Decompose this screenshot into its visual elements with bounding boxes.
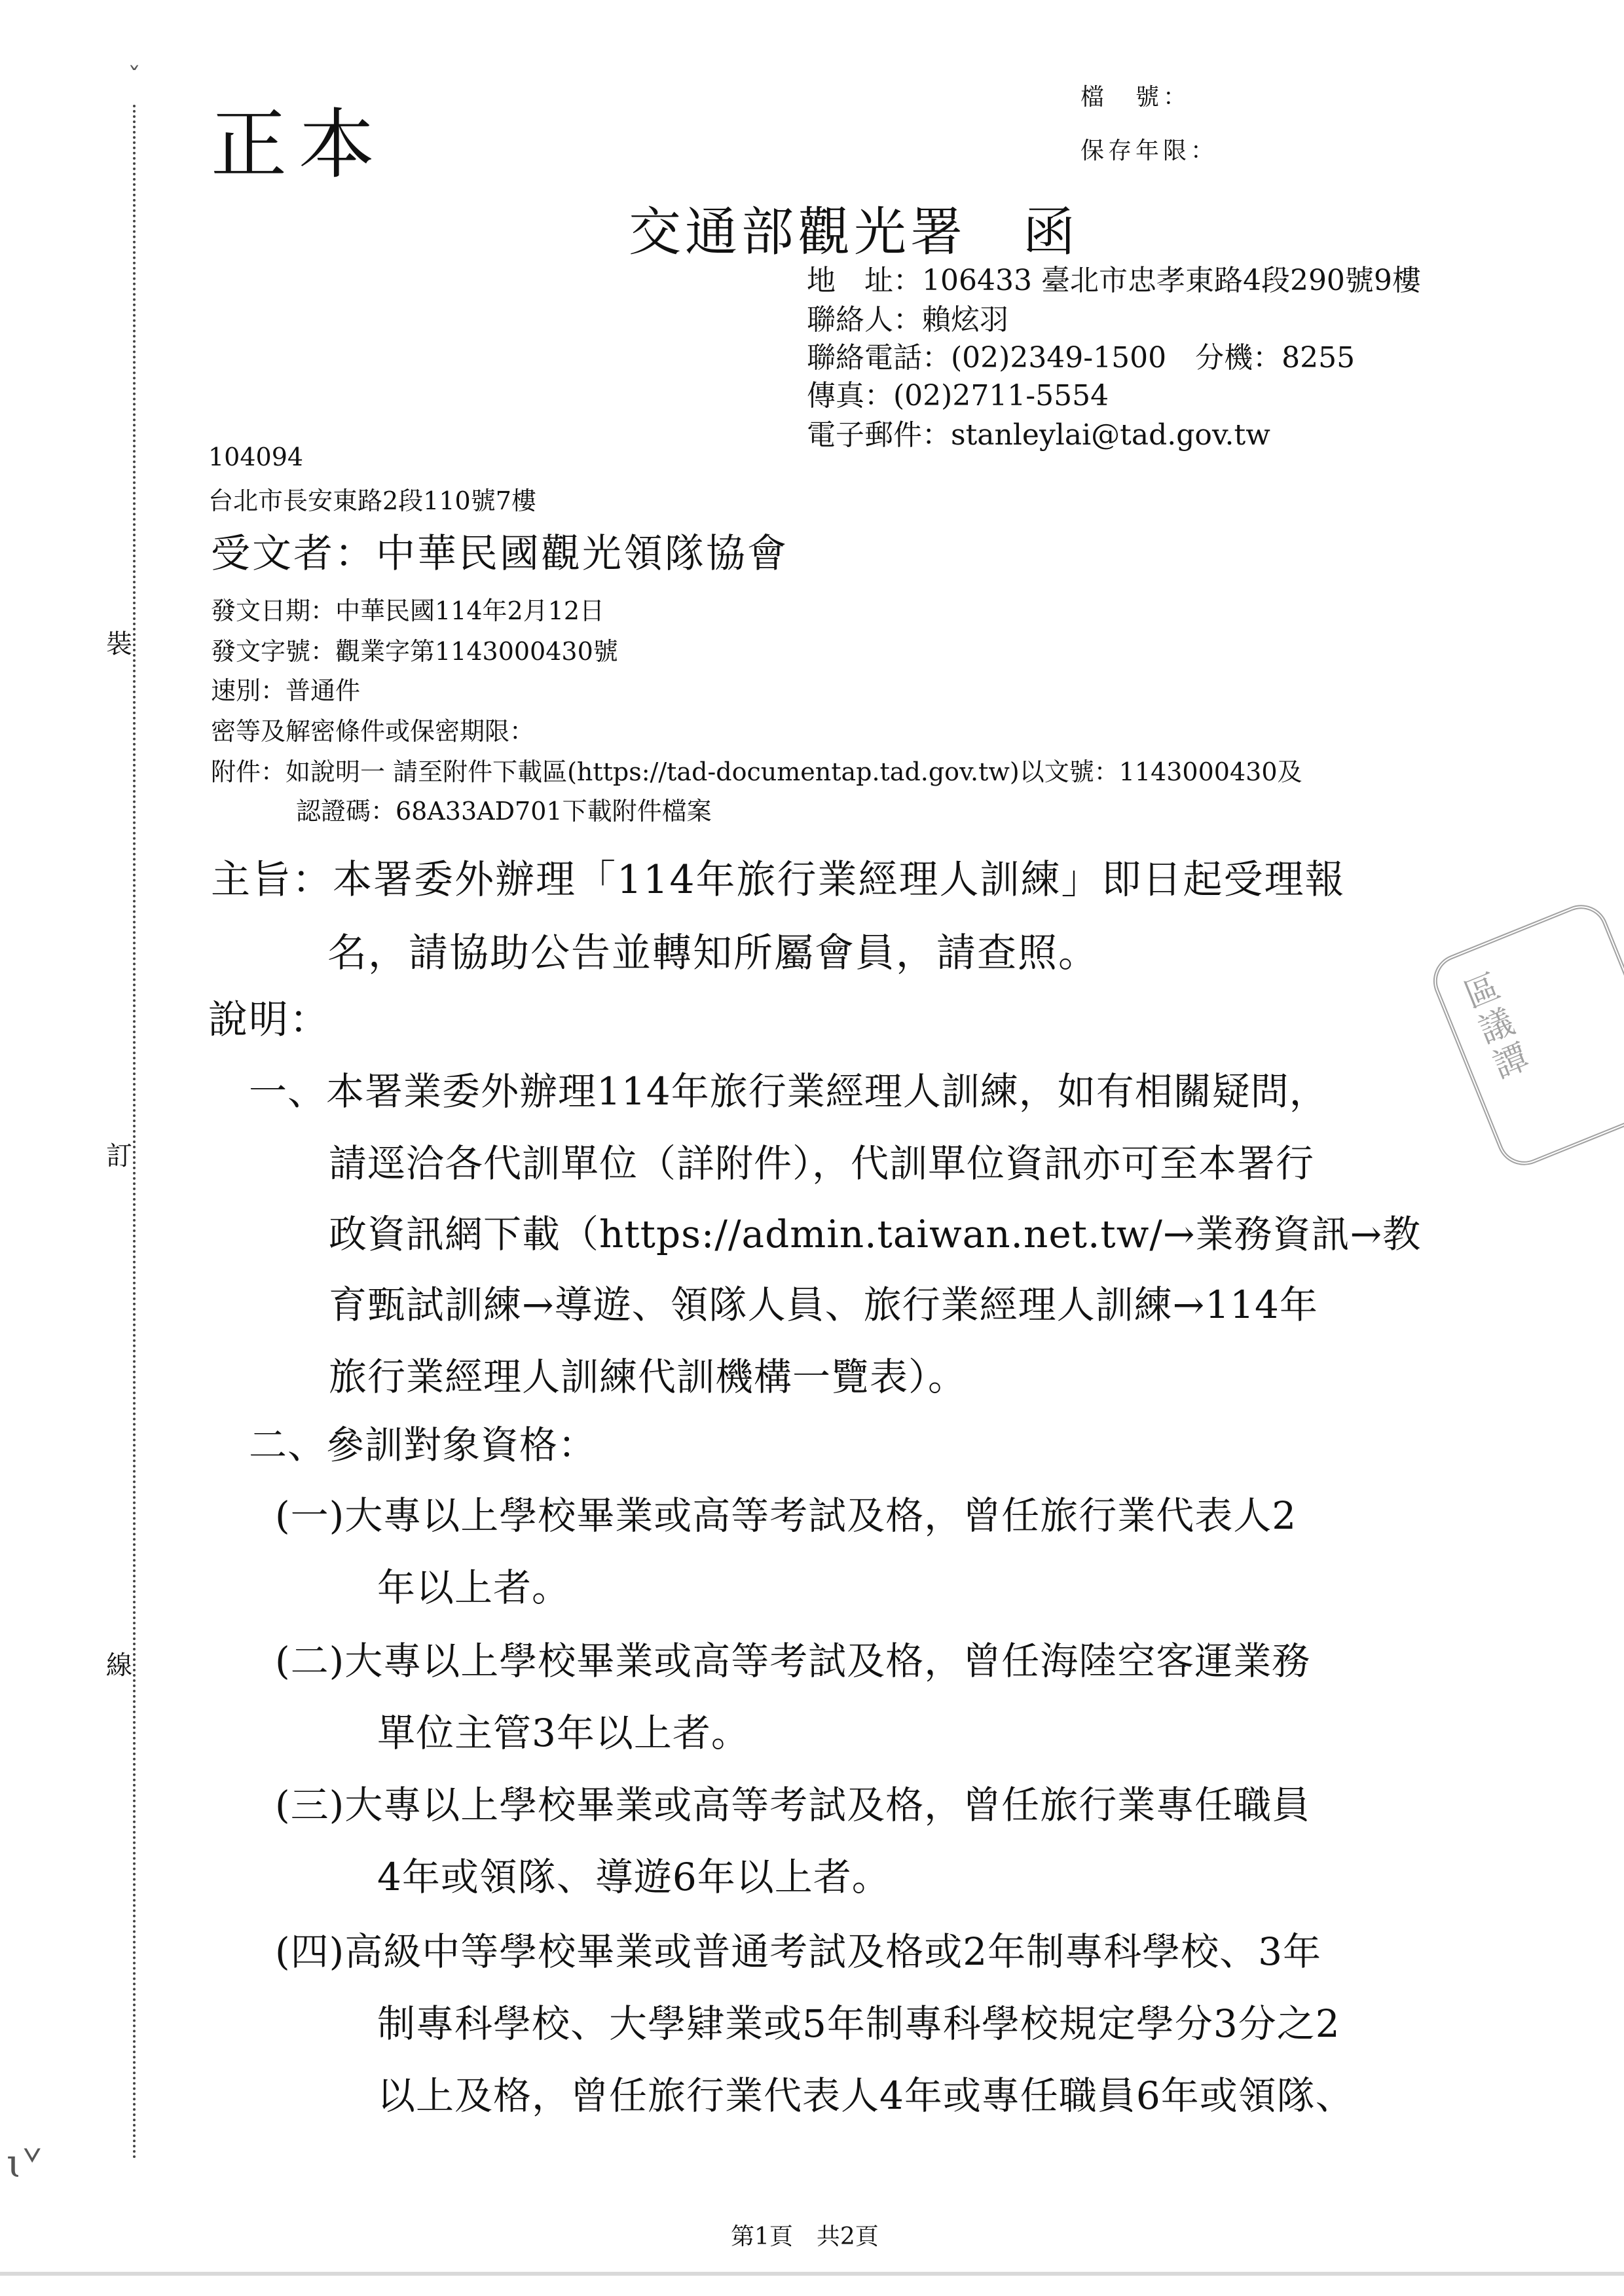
issue-date: 發文日期：中華民國114年2月12日 xyxy=(211,596,605,625)
original-copy-mark: 正本 xyxy=(211,101,386,189)
recipient: 受文者：中華民國觀光領隊協會 xyxy=(211,531,788,577)
file-number-label: 檔 號： xyxy=(1080,84,1191,111)
item1-line: 政資訊網下載（https://admin.taiwan.net.tw/→業務資訊→教 xyxy=(329,1212,1422,1256)
attachment-line-1: 附件：如說明一 請至附件下載區(https://tad-documentap.tad.gov.tw)以文號：1143000430及 xyxy=(211,757,1302,786)
explanation-heading: 說明： xyxy=(208,997,330,1043)
document-number: 發文字號：觀業字第1143000430號 xyxy=(211,637,618,666)
contact-person: 聯絡人：賴炫羽 xyxy=(807,303,1008,337)
subject-line-1: 主旨：本署委外辦理「114年旅行業經理人訓練」即日起受理報 xyxy=(211,857,1346,903)
qualification-4-cont: 制專科學校、大學肄業或5年制專科學校規定學分3分之2 xyxy=(377,2001,1340,2046)
scan-speck-mark: ˇ xyxy=(128,63,141,93)
subject-line-2: 名，請協助公告並轉知所屬會員，請查照。 xyxy=(327,930,1099,976)
binding-line xyxy=(133,105,136,2160)
binding-char-zhuang: 裝 xyxy=(106,621,132,663)
retention-period-label: 保存年限： xyxy=(1080,137,1219,164)
qualification-3-cont: 4年或領隊、導遊6年以上者。 xyxy=(377,1855,891,1899)
contact-email: 電子郵件：stanleylai@tad.gov.tw xyxy=(807,418,1270,452)
qualification-4-cont: 以上及格，曾任旅行業代表人4年或專任職員6年或領隊、 xyxy=(377,2073,1354,2118)
seal-text: 區議譚 xyxy=(1453,968,1533,1089)
attachment-line-2: 認證碼：68A33AD701下載附件檔案 xyxy=(296,797,712,826)
item2-heading: 二、參訓對象資格： xyxy=(249,1423,597,1467)
handwritten-mark: ɩᘁ xyxy=(7,2141,43,2187)
qualification-1: (一)大專以上學校畢業或高等考試及格，曾任旅行業代表人2 xyxy=(275,1493,1297,1538)
qualification-1-cont: 年以上者。 xyxy=(377,1565,571,1610)
item1-line: 旅行業經理人訓練代訓機構一覽表）。 xyxy=(329,1355,967,1399)
page-number: 第1頁 共2頁 xyxy=(731,2223,879,2250)
qualification-2-cont: 單位主管3年以上者。 xyxy=(377,1711,750,1755)
contact-phone: 聯絡電話：(02)2349-1500 分機：8255 xyxy=(807,341,1356,374)
delivery-speed: 速別：普通件 xyxy=(211,676,361,705)
binding-char-xian: 線 xyxy=(106,1642,132,1685)
qualification-2: (二)大專以上學校畢業或高等考試及格，曾任海陸空客運業務 xyxy=(275,1639,1311,1683)
recipient-postal-code: 104094 xyxy=(208,443,304,471)
item1-line: 育甄試訓練→導遊、領隊人員、旅行業經理人訓練→114年 xyxy=(329,1283,1318,1327)
sender-address: 地 址：106433 臺北市忠孝東路4段290號9樓 xyxy=(807,264,1421,297)
item1-line: 一、本署業委外辦理114年旅行業經理人訓練，如有相關疑問， xyxy=(249,1069,1328,1114)
receipt-seal-stamp xyxy=(1425,897,1624,1174)
binding-char-ding: 訂 xyxy=(106,1133,132,1175)
qualification-4: (四)高級中等學校畢業或普通考試及格或2年制專科學校、3年 xyxy=(275,1929,1322,1974)
qualification-3: (三)大專以上學校畢業或高等考試及格，曾任旅行業專任職員 xyxy=(275,1783,1311,1827)
agency-title: 交通部觀光署 函 xyxy=(629,202,1079,263)
scan-edge xyxy=(0,2272,1624,2276)
contact-fax: 傳真：(02)2711-5554 xyxy=(807,379,1109,412)
recipient-street-address: 台北市長安東路2段110號7樓 xyxy=(208,486,536,515)
security-level: 密等及解密條件或保密期限： xyxy=(211,717,535,746)
item1-line: 請逕洽各代訓單位（詳附件），代訓單位資訊亦可至本署行 xyxy=(329,1141,1315,1186)
